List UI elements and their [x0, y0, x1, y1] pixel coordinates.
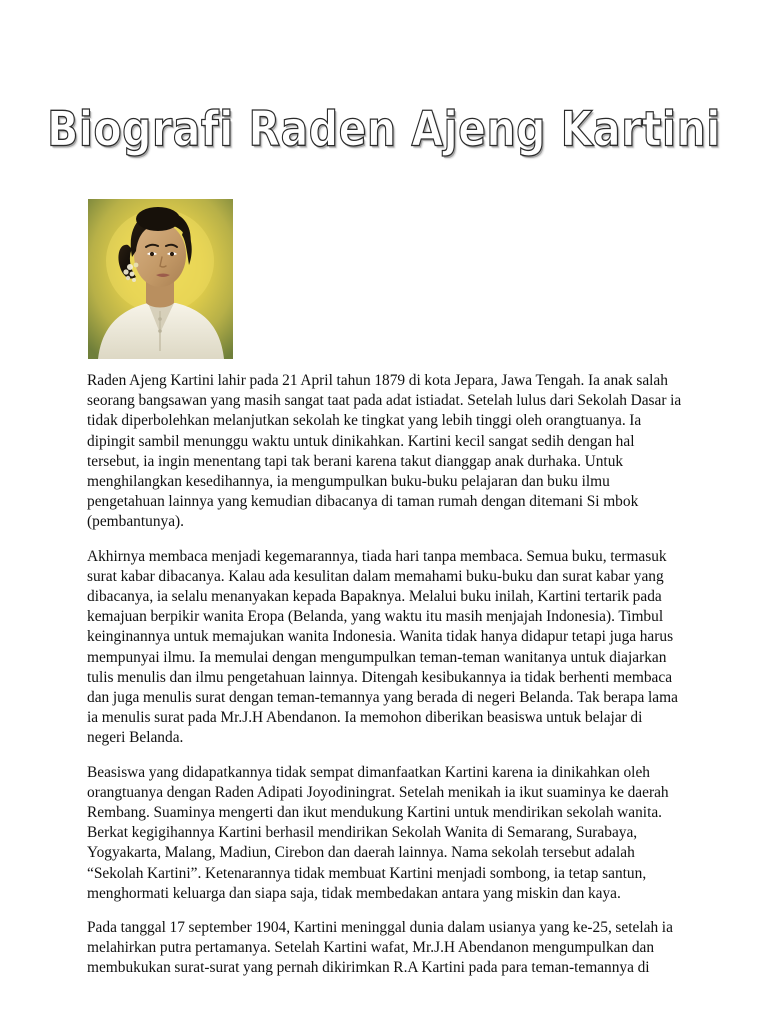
paragraph-4: Pada tanggal 17 september 1904, Kartini meninggal dunia dalam usianya yang ke-25, setelah ia melahirkan putra pertamanya. Setelah Kartini wafat, Mr.J.H Abendanon mengumpulkan dan membukukan surat-surat yang pernah dikirimkan R.A Kartini pada para teman-temannya di — [87, 919, 673, 977]
paragraph-2: Akhirnya membaca menjadi kegemarannya, tiada hari tanpa membaca. Semua buku, termasuk surat kabar dibacanya. Kalau ada kesulitan dalam memahami buku-buku dan surat kabar yang dibacanya, ia selalu menanyakan kepada Bapaknya. Melalui buku inilah, Kartini tertarik pada kemajuan berpikir wanita Eropa (Belanda, yang waktu itu masih menjajah Indonesia). Timbul keinginannya untuk memajukan wanita Indonesia. Wanita tidak hanya didapur tetapi juga harus mempunyai ilmu. Ia memulai dengan mengumpulkan teman-teman wanitanya untuk diajarkan tulis menulis dan ilmu pengetahuan lainnya. Ditengah kesibukannya ia tidak berhenti membaca dan juga menulis surat dengan teman-temannya yang berada di negeri Belanda. Tak berapa lama ia menulis surat pada Mr.J.H Abendanon. Ia memohon diberikan beasiswa untuk belajar di negeri Belanda. — [87, 547, 678, 747]
paragraph-1: Raden Ajeng Kartini lahir pada 21 April tahun 1879 di kota Jepara, Jawa Tengah. Ia anak salah seorang bangsawan yang masih sangat taat pada adat istiadat. Setelah lulus dari Sekolah Dasar ia tidak diperbolehkan melanjutkan sekolah ke tingkat yang lebih tinggi oleh orangtuanya. Ia dipingit sambil menunggu waktu untuk dinikahkan. Kartini kecil sangat sedih dengan hal tersebut, ia ingin menentang tapi tak berani karena takut dianggap anak durhaka. Untuk menghilangkan kesedihannya, ia mengumpulkan buku-buku pelajaran dan buku ilmu pengetahuan lainnya yang kemudian dibacanya di taman rumah dengan ditemani Si mbok (pembantunya). — [87, 372, 682, 531]
document-body — [87, 371, 684, 979]
title-container — [0, 96, 768, 168]
portrait-image — [88, 199, 233, 359]
portrait-illustration — [88, 199, 233, 359]
page-title: Biografi Raden Ajeng Kartini — [47, 100, 721, 158]
paragraph-3: Beasiswa yang didapatkannya tidak sempat dimanfaatkan Kartini karena ia dinikahkan oleh orangtuanya dengan Raden Adipati Joyodiningrat. Setelah menikah ia ikut suaminya ke daerah Rembang. Suaminya mengerti dan ikut mendukung Kartini untuk mendirikan sekolah wanita. Berkat kegigihannya Kartini berhasil mendirikan Sekolah Wanita di Semarang, Surabaya, Yogyakarta, Malang, Madiun, Cirebon dan daerah lainnya. Nama sekolah tersebut adalah “Sekolah Kartini”. Ketenarannya tidak membuat Kartini menjadi sombong, ia tetap santun, menghormati keluarga dan siapa saja, tidak membedakan antara yang miskin dan kaya. — [87, 763, 669, 902]
